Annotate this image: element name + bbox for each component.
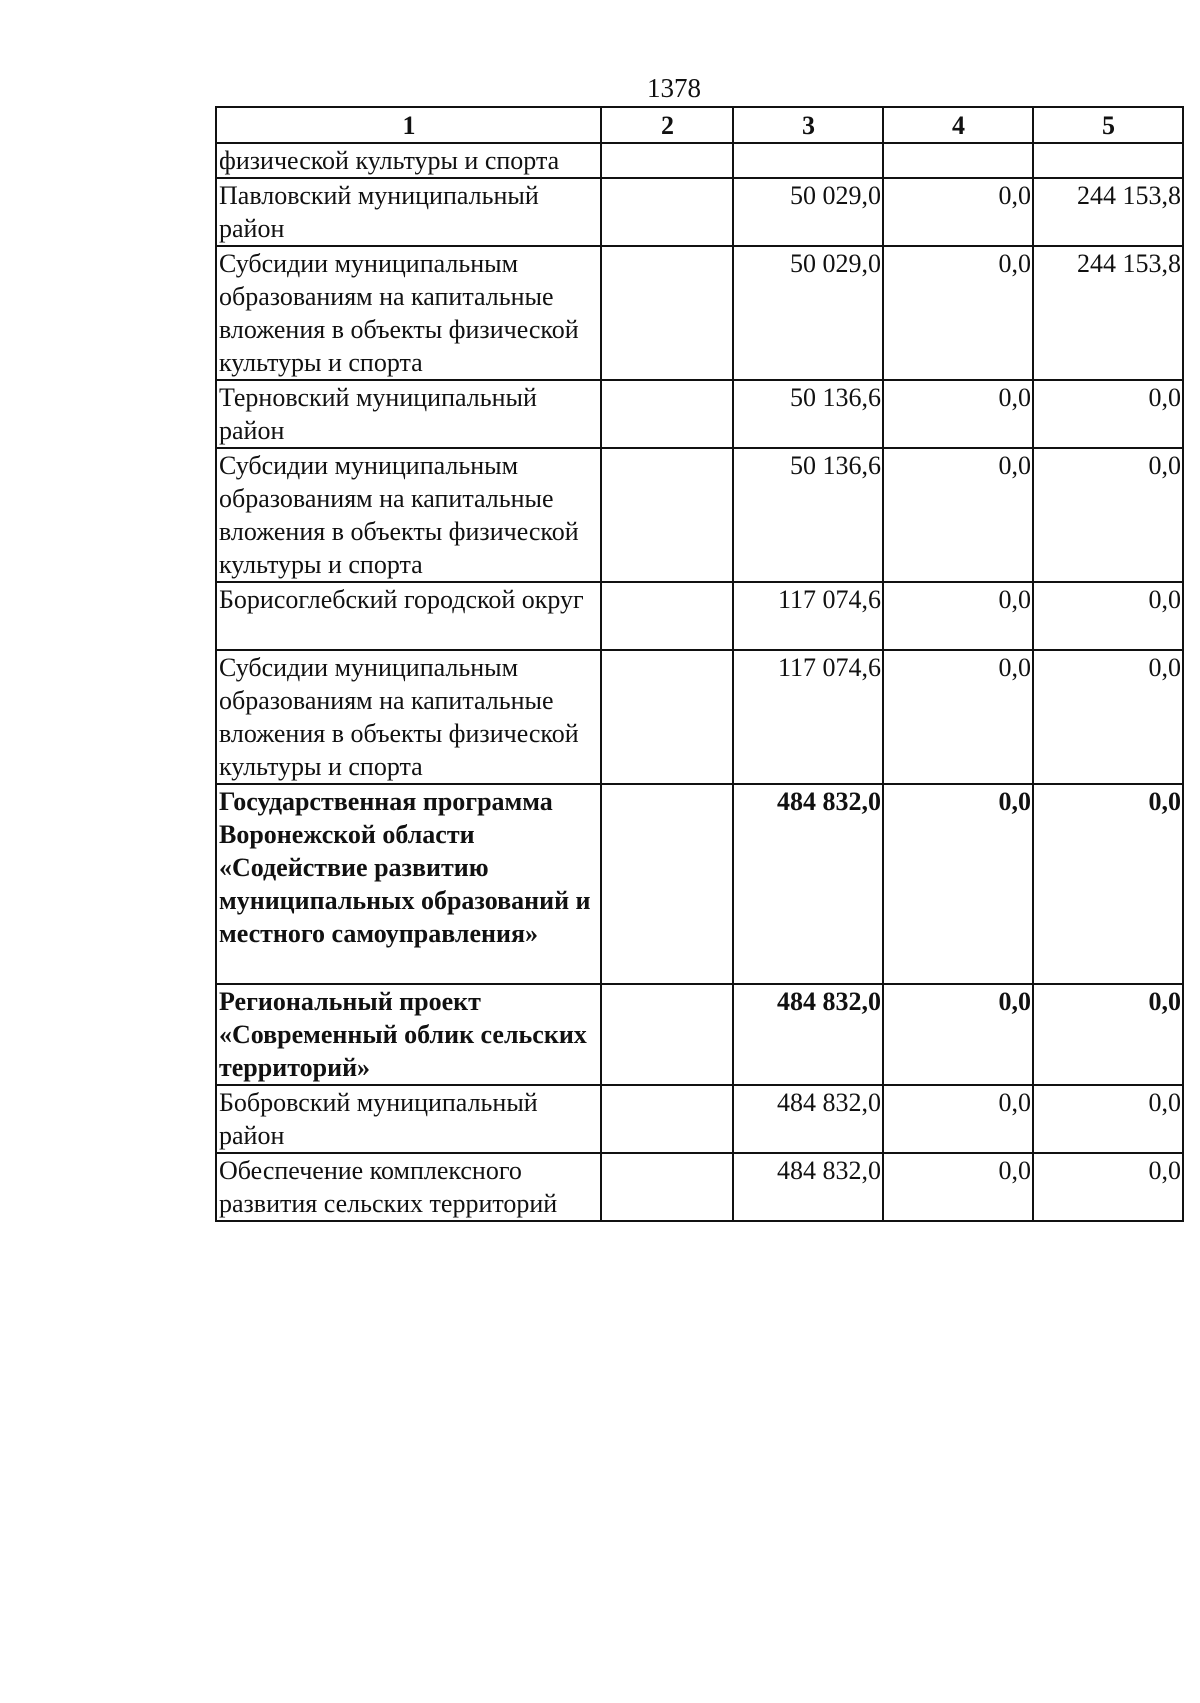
row-col5-cell: 0,0 (1033, 784, 1183, 984)
row-col3-cell: 50 136,6 (733, 448, 883, 582)
row-col3-cell: 484 832,0 (733, 1085, 883, 1153)
row-col2-cell (601, 650, 733, 784)
row-name-cell: Субсидии муниципальным образованиям на капитальные вложения в объекты физической культуры и спорта (216, 650, 601, 784)
table-row (216, 380, 1183, 448)
row-col4-cell: 0,0 (883, 380, 1033, 448)
row-col3-cell: 50 136,6 (733, 380, 883, 448)
budget-table (215, 106, 1184, 1222)
row-col4-cell: 0,0 (883, 784, 1033, 984)
row-col3-cell: 484 832,0 (733, 784, 883, 984)
row-col2-cell (601, 448, 733, 582)
row-col4-cell: 0,0 (883, 178, 1033, 246)
row-col2-cell (601, 784, 733, 984)
row-name-cell: Субсидии муниципальным образованиям на капитальные вложения в объекты физической культуры и спорта (216, 246, 601, 380)
row-col5-cell: 0,0 (1033, 984, 1183, 1085)
table-header-row (216, 107, 1183, 143)
row-name-cell: Региональный проект «Современный облик сельских территорий» (216, 984, 601, 1085)
row-name-cell: Бобровский муниципальный район (216, 1085, 601, 1153)
row-col2-cell (601, 1153, 733, 1221)
table-row (216, 448, 1183, 582)
table-row (216, 1085, 1183, 1153)
row-col3-cell (733, 143, 883, 178)
table-row (216, 650, 1183, 784)
row-col3-cell: 50 029,0 (733, 178, 883, 246)
row-name-cell: Обеспечение комплексного развития сельских территорий (216, 1153, 601, 1221)
row-name-cell: Государственная программа Воронежской области «Содействие развитию муниципальных образований и местного самоуправления» (216, 784, 601, 984)
row-col2-cell (601, 984, 733, 1085)
row-col4-cell: 0,0 (883, 246, 1033, 380)
row-col2-cell (601, 246, 733, 380)
row-col2-cell (601, 143, 733, 178)
page-number: 1378 (647, 73, 701, 103)
column-header-5: 5 (1033, 107, 1183, 143)
row-name-cell: Павловский муниципальный район (216, 178, 601, 246)
column-header-1: 1 (216, 107, 601, 143)
row-name-cell: физической культуры и спорта (216, 143, 601, 178)
row-col4-cell: 0,0 (883, 650, 1033, 784)
row-col5-cell: 0,0 (1033, 1085, 1183, 1153)
row-col5-cell: 244 153,8 (1033, 178, 1183, 246)
table-row (216, 178, 1183, 246)
table-row (216, 582, 1183, 650)
column-header-2: 2 (601, 107, 733, 143)
row-col4-cell: 0,0 (883, 448, 1033, 582)
row-col4-cell (883, 143, 1033, 178)
row-name-cell: Борисоглебский городской округ (216, 582, 601, 650)
table-body (216, 143, 1183, 1221)
row-col4-cell: 0,0 (883, 984, 1033, 1085)
row-col5-cell: 244 153,8 (1033, 246, 1183, 380)
row-col2-cell (601, 178, 733, 246)
table-row (216, 143, 1183, 178)
table-row (216, 1153, 1183, 1221)
table-row (216, 784, 1183, 984)
row-col5-cell: 0,0 (1033, 582, 1183, 650)
table-row (216, 984, 1183, 1085)
row-col5-cell: 0,0 (1033, 650, 1183, 784)
column-header-3: 3 (733, 107, 883, 143)
row-col2-cell (601, 380, 733, 448)
table-row (216, 246, 1183, 380)
row-col5-cell (1033, 143, 1183, 178)
column-header-4: 4 (883, 107, 1033, 143)
row-col4-cell: 0,0 (883, 1085, 1033, 1153)
row-col3-cell: 484 832,0 (733, 984, 883, 1085)
row-col2-cell (601, 1085, 733, 1153)
row-col5-cell: 0,0 (1033, 1153, 1183, 1221)
row-col4-cell: 0,0 (883, 582, 1033, 650)
row-col3-cell: 117 074,6 (733, 582, 883, 650)
row-col5-cell: 0,0 (1033, 380, 1183, 448)
row-col2-cell (601, 582, 733, 650)
row-col4-cell: 0,0 (883, 1153, 1033, 1221)
row-col5-cell: 0,0 (1033, 448, 1183, 582)
row-col3-cell: 484 832,0 (733, 1153, 883, 1221)
row-name-cell: Субсидии муниципальным образованиям на капитальные вложения в объекты физической культуры и спорта (216, 448, 601, 582)
row-col3-cell: 50 029,0 (733, 246, 883, 380)
row-col3-cell: 117 074,6 (733, 650, 883, 784)
row-name-cell: Терновский муниципальный район (216, 380, 601, 448)
